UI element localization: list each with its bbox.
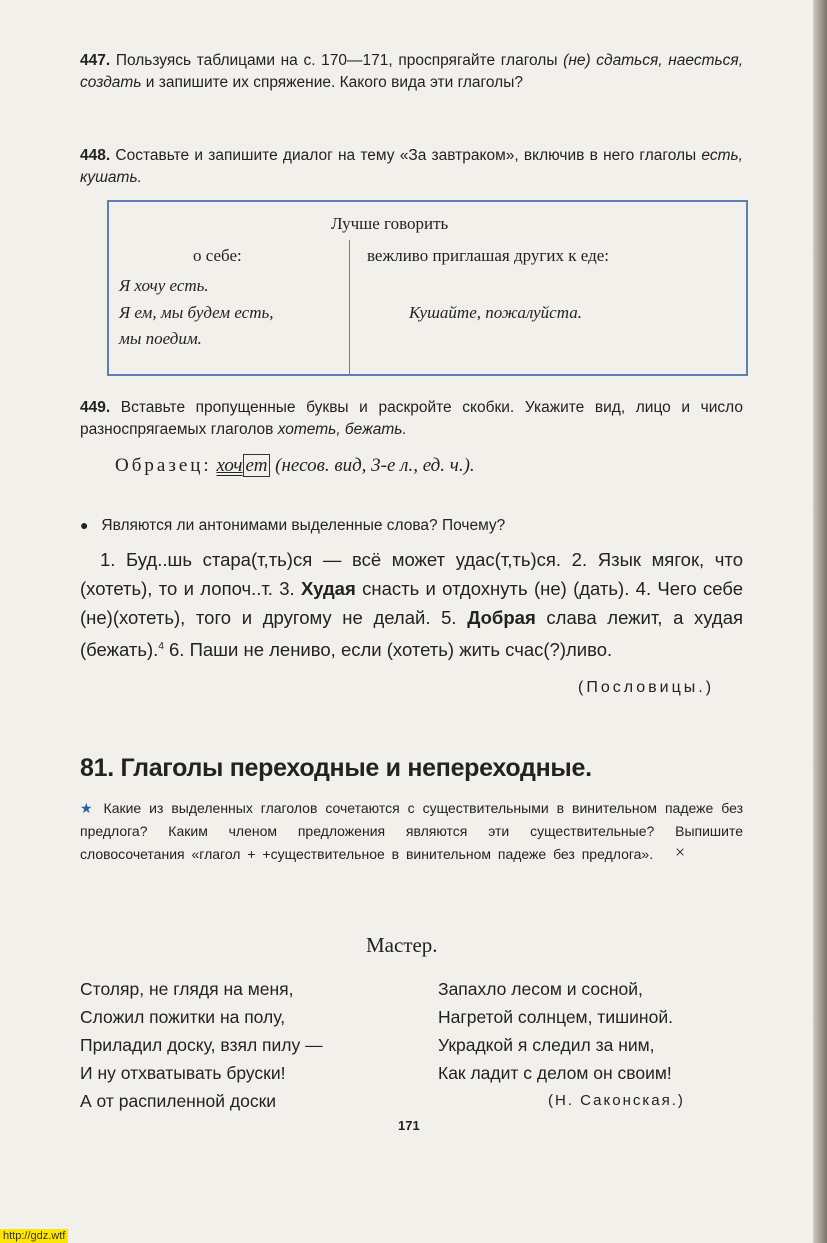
left-line: Я ем, мы будем есть,: [119, 303, 274, 322]
right-heading: вежливо приглашая других к еде:: [367, 246, 609, 265]
text: Вставьте пропущенные буквы и раскройте скобки. Укажите вид, лицо и число разноспрягаемых глаголов: [80, 399, 743, 438]
watermark-link[interactable]: http://gdz.wtf: [0, 1229, 68, 1243]
text: и запишите их спряжение. Какого вида эти глаголы?: [141, 74, 523, 91]
footnote-mark: 4: [158, 641, 164, 652]
sample-label: Образец:: [115, 455, 212, 476]
text: 6. Паши не лениво, если (хотеть) жить счас(?)ливо.: [163, 639, 613, 661]
sample-ending: ет: [243, 454, 271, 477]
section-heading: 81. Глаголы переходные и непереходные.: [80, 754, 592, 782]
table-title: Лучше говорить: [331, 214, 449, 233]
page-edge-shadow: [813, 0, 827, 1243]
divider: [349, 240, 350, 376]
text: снасть и отдохнуть (не) (дать). 4. Чего себе (не)(хотеть), того и другому не делай. 5.: [80, 578, 743, 628]
exercise-447: [80, 50, 743, 94]
exercise-449: [80, 397, 743, 441]
task-text: Какие из выделенных глаголов сочетаются с существительными в винительном падеже без предлога? Каким членом предложения являются эти существительные? Выпишите словосочетания «глагол + +существительное в винительном падеже без предлога».: [80, 800, 744, 862]
sample-word: хоч: [216, 455, 243, 476]
poem-line: Нагретой солнцем, тишиной.: [438, 1007, 673, 1027]
exercise-number: 448.: [80, 147, 111, 164]
exercise-448: [80, 145, 743, 189]
poem-title: Мастер.: [366, 933, 438, 957]
sample-note: (несов. вид, 3-е л., ед. ч.).: [275, 455, 475, 476]
italic-words: есть, кушать.: [80, 147, 743, 186]
page-number: 171: [398, 1118, 420, 1133]
text: 1. Буд..шь стара(т,ть)ся — всё может удас(т,ть)ся. 2. Язык мягок, что (хотеть), то и лопоч..т. 3.: [80, 549, 743, 599]
left-line: Я хочу есть.: [119, 276, 209, 295]
poem-line: Запахло лесом и сосной,: [438, 979, 643, 999]
poem-line: И ну отхватывать бруски!: [80, 1063, 286, 1083]
task: [80, 797, 743, 866]
text: Пользуясь таблицами на с. 170—171, проспрягайте глаголы: [110, 52, 564, 69]
text: Составьте и запишите диалог на тему «За завтраком», включив в него глаголы: [110, 147, 702, 164]
grammar-mark: ×: [675, 842, 686, 862]
question-text: Являются ли антонимами выделенные слова? Почему?: [101, 517, 506, 534]
poem-line: Сложил пожитки на полу,: [80, 1007, 286, 1027]
star-icon: ★: [80, 800, 94, 816]
poem-line: А от распиленной доски: [80, 1091, 276, 1111]
text: слава лежит, а худая (бежать).: [80, 607, 744, 661]
exercise-number: 447.: [80, 52, 111, 69]
proverbs: [80, 545, 743, 664]
left-heading: о себе:: [193, 246, 242, 265]
right-line: Кушайте, пожалуйста.: [409, 303, 582, 322]
speech-table: [107, 200, 748, 376]
exercise-number: 449.: [80, 399, 111, 416]
antonym-question: [80, 517, 743, 535]
bold-word: Худая: [301, 578, 356, 599]
bullet-icon: ●: [80, 517, 89, 533]
proverbs-source: (Пословицы.): [578, 679, 715, 696]
italic-words: хотеть, бежать.: [277, 421, 407, 438]
bold-word: Добрая: [467, 607, 536, 628]
poem-left-column: [80, 975, 323, 1115]
poem-author: (Н. Саконская.): [548, 1092, 685, 1109]
italic-words: (не) сдаться, наесться, создать: [80, 52, 744, 91]
poem-line: Украдкой я следил за ним,: [438, 1035, 655, 1055]
sample: [115, 455, 778, 477]
poem-line: Как ладит с делом он своим!: [438, 1063, 672, 1083]
poem-line: Приладил доску, взял пилу —: [80, 1035, 323, 1055]
left-line: мы поедим.: [119, 329, 202, 348]
poem-right-column: [438, 975, 685, 1115]
poem-line: Столяр, не глядя на меня,: [80, 979, 294, 999]
